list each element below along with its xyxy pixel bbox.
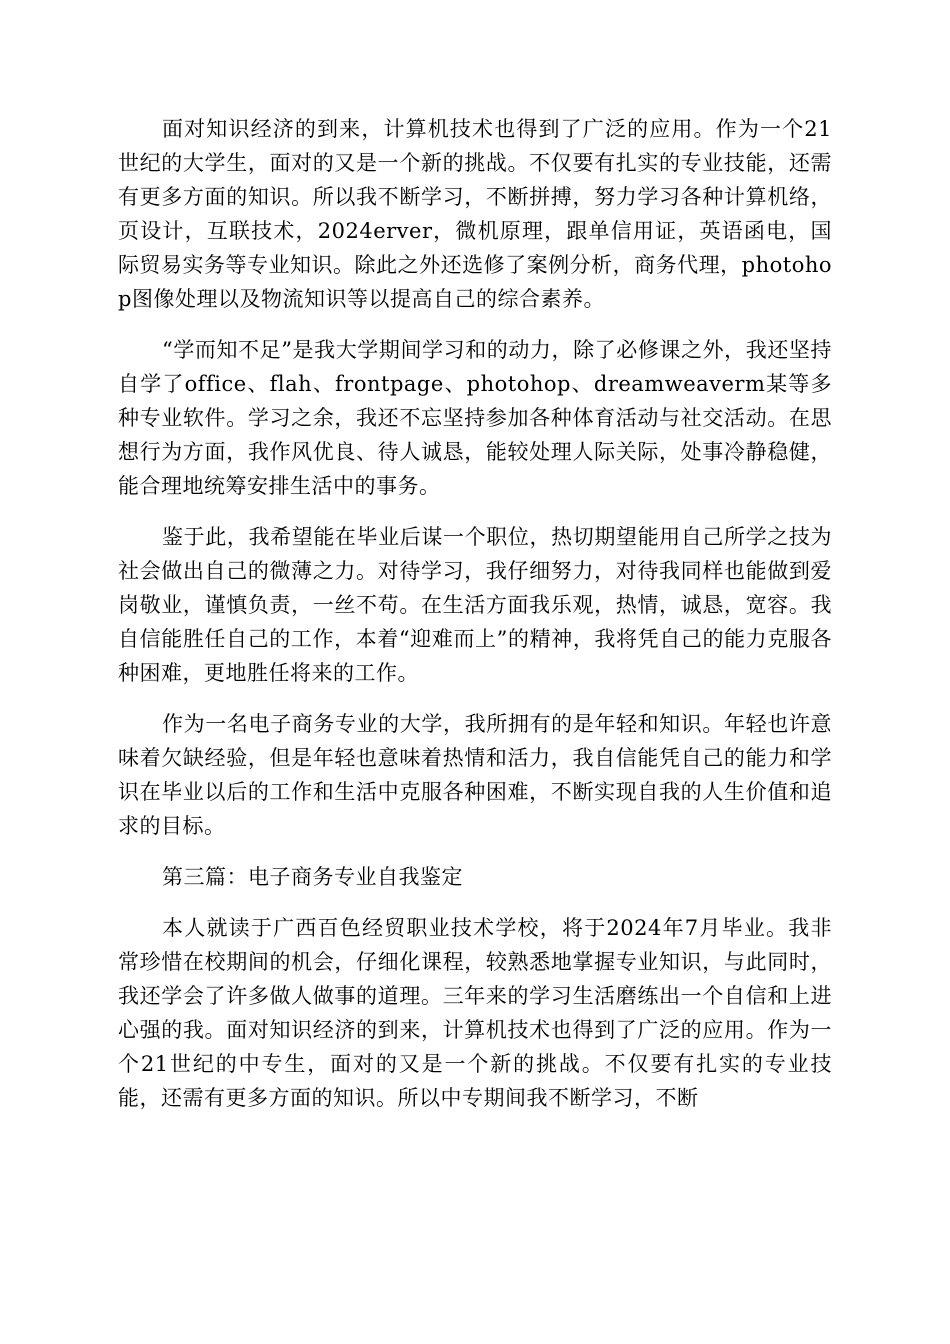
section-heading: 第三篇：电子商务专业自我鉴定 [162, 865, 463, 889]
section-paragraph: 本人就读于广西百色经贸职业技术学校，将于2024年7月毕业。我非常珍惜在校期间的机会，仔细化课程，较熟悉地掌握专业知识，与此同时，我还学会了许多做人做事的道理。三年来的学习生活磨练出一个自信和上进心强的我。面对知识经济的到来，计算机技术也得到了广泛的应用。作为一个21世纪的中专生，面对的又是一个新的挑战。不仅要有扎实的专业技能，还需有更多方面的知识。所以中专期间我不断学习，不断 [118, 916, 832, 1110]
paragraph-4: 作为一名电子商务专业的大学，我所拥有的是年轻和知识。年轻也许意味着欠缺经验，但是年轻也意味着热情和活力，我自信能凭自己的能力和学识在毕业以后的工作和生活中克服各种困难，不断实现自我的人生价值和追求的目标。 [118, 712, 832, 838]
paragraph-1: 面对知识经济的到来，计算机技术也得到了广泛的应用。作为一个21世纪的大学生，面对的又是一个新的挑战。不仅要有扎实的专业技能，还需有更多方面的知识。所以我不断学习，不断拼搏，努力学习各种计算机络，页设计，互联技术，2024erver，微机原理，跟单信用证，英语函电，国际贸易实务等专业知识。除此之外还选修了案例分析，商务代理，photohop图像处理以及物流知识等以提高自己的综合素养。 [118, 117, 832, 311]
paragraph-2: “学而知不足”是我大学期间学习和的动力，除了必修课之外，我还坚持自学了office、flah、frontpage、photohop、dreamweaverm某等多种专业软件。学习之余，我还不忘坚持参加各种体育活动与社交活动。在思想行为方面，我作风优良、待人诚恳，能较处理人际关际，处事冷静稳健，能合理地统筹安排生活中的事务。 [118, 338, 832, 498]
paragraph-3: 鉴于此，我希望能在毕业后谋一个职位，热切期望能用自己所学之技为社会做出自己的微薄之力。对待学习，我仔细努力，对待我同样也能做到爱岗敬业，谨慎负责，一丝不苟。在生活方面我乐观，热情，诚恳，宽容。我自信能胜任自己的工作，本着“迎难而上”的精神，我将凭自己的能力克服各种困难，更地胜任将来的工作。 [118, 525, 832, 685]
